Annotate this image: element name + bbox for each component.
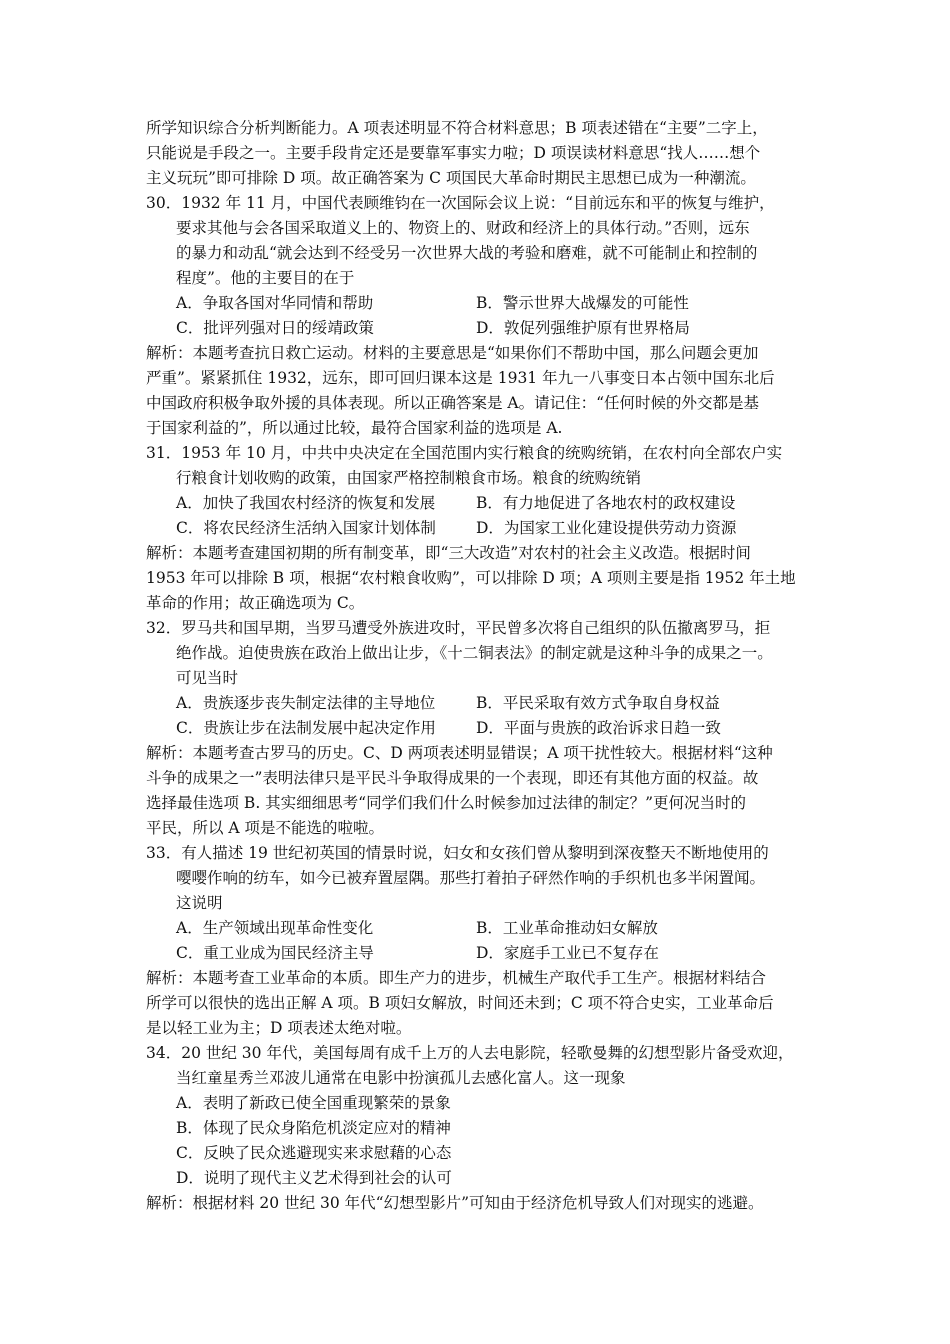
question-33-analysis: 解析：本题考查工业革命的本质。即生产力的进步，机械生产取代手工生产。根据材料结合 (146, 969, 767, 987)
question-32-option-c: C．贵族让步在法制发展中起决定作用 (176, 719, 436, 737)
question-31-option-b: B．有力地促进了各地农村的政权建设 (476, 494, 736, 512)
question-33-option-a: A．生产领域出现革命性变化 (176, 919, 374, 937)
question-32-analysis: 斗争的成果之一”表明法律只是平民斗争取得成果的一个表现，即还有其他方面的权益。故 (146, 769, 759, 787)
question-31-option-c: C．将农民经济生活纳入国家计划体制 (176, 519, 436, 537)
question-33-stem: 嘤嘤作响的纺车，如今已被弃置屋隅。那些打着拍子砰然作响的手织机也多半闲置闻。 (176, 869, 766, 887)
question-34-option-c: C．反映了民众逃避现实来求慰藉的心态 (176, 1144, 452, 1162)
question-30-stem: 程度”。他的主要目的在于 (176, 269, 355, 287)
question-32-stem: 绝作战。迫使贵族在政治上做出让步，《十二铜表法》的制定就是这种斗争的成果之一。 (176, 644, 773, 662)
question-33-option-d: D．家庭手工业已不复存在 (476, 944, 659, 962)
question-32-stem: 可见当时 (176, 669, 239, 687)
question-31-option-a: A．加快了我国农村经济的恢复和发展 (176, 494, 436, 512)
question-30-option-d: D．敦促列强维护原有世界格局 (476, 319, 690, 337)
question-34-option-d: D．说明了现代主义艺术得到社会的认可 (176, 1169, 452, 1187)
question-30-stem: 30．1932 年 11 月，中国代表顾维钧在一次国际会议上说：“目前远东和平的恢复与维护， (146, 194, 775, 212)
question-30-analysis: 解析：本题考查抗日救亡运动。材料的主要意思是“如果你们不帮助中国，那么问题会更加 (146, 344, 759, 362)
question-33-stem: 这说明 (176, 894, 223, 912)
question-33-stem: 33．有人描述 19 世纪初英国的情景时说，妇女和女孩们曾从黎明到深夜整天不断地使用的 (146, 844, 769, 862)
text-line: 主义玩玩”即可排除 D 项。故正确答案为 C 项国民大革命时期民主思想已成为一种潮流。 (146, 169, 756, 187)
question-33-analysis: 是以轻工业为主；D 项表述太绝对啦。 (146, 1019, 412, 1037)
question-30-analysis: 于国家利益的”，所以通过比较，最符合国家利益的选项是 A. (146, 419, 563, 437)
question-31-option-d: D．为国家工业化建设提供劳动力资源 (476, 519, 737, 537)
text-line: 只能说是手段之一。主要手段肯定还是要靠军事实力啦；D 项误读材料意思“找人……想个 (146, 144, 761, 162)
question-30-analysis: 中国政府积极争取外援的具体表现。所以正确答案是 A。请记住：“任何时候的外交都是基 (146, 394, 760, 412)
question-30-stem: 要求其他与会各国采取道义上的、物资上的、财政和经济上的具体行动。”否则，远东 (176, 219, 750, 237)
question-32-option-a: A．贵族逐步丧失制定法律的主导地位 (176, 694, 436, 712)
question-33-analysis: 所学可以很快的选出正解 A 项。B 项妇女解放，时间还未到；C 项不符合史实，工业革命后 (146, 994, 774, 1012)
question-31-analysis: 1953 年可以排除 B 项，根据“农村粮食收购”，可以排除 D 项；A 项则主要是指 1952 年土地 (146, 569, 796, 587)
question-31-analysis: 革命的作用；故正确选项为 C。 (146, 594, 365, 612)
question-31-stem: 行粮食计划收购的政策，由国家严格控制粮食市场。粮食的统购统销 (176, 469, 642, 487)
question-33-option-c: C．重工业成为国民经济主导 (176, 944, 374, 962)
question-34-option-a: A．表明了新政已使全国重现繁荣的景象 (176, 1094, 451, 1112)
question-34-stem: 34．20 世纪 30 年代，美国每周有成千上万的人去电影院，轻歌曼舞的幻想型影片备受欢迎， (146, 1044, 794, 1062)
question-32-option-b: B．平民采取有效方式争取自身权益 (476, 694, 720, 712)
question-33-option-b: B．工业革命推动妇女解放 (476, 919, 658, 937)
question-34-analysis: 解析：根据材料 20 世纪 30 年代“幻想型影片”可知由于经济危机导致人们对现实的逃避。 (146, 1194, 764, 1212)
text-line: 所学知识综合分析判断能力。A 项表述明显不符合材料意思；B 项表述错在“主要”二字上， (146, 119, 768, 137)
question-32-option-d: D．平面与贵族的政治诉求日趋一致 (476, 719, 721, 737)
question-31-stem: 31．1953 年 10 月，中共中央决定在全国范围内实行粮食的统购统销，在农村向全部农户实 (146, 444, 783, 462)
question-32-analysis: 平民，所以 A 项是不能选的啦啦。 (146, 819, 385, 837)
question-34-option-b: B．体现了民众身陷危机淡定应对的精神 (176, 1119, 451, 1137)
question-34-stem: 当红童星秀兰邓波儿通常在电影中扮演孤儿去感化富人。这一现象 (176, 1069, 626, 1087)
question-31-analysis: 解析：本题考查建国初期的所有制变革，即“三大改造”对农村的社会主义改造。根据时间 (146, 544, 751, 562)
question-32-analysis: 选择最佳选项 B. 其实细细思考“同学们我们什么时候参加过法律的制定？”更何况当时的 (146, 794, 747, 812)
question-30-analysis: 严重”。紧紧抓住 1932，远东，即可回归课本这是 1931 年九一八事变日本占领中国东北后 (146, 369, 775, 387)
question-32-analysis: 解析：本题考查古罗马的历史。C、D 两项表述明显错误；A 项干扰性较大。根据材料“这种 (146, 744, 773, 762)
question-30-option-c: C．批评列强对日的绥靖政策 (176, 319, 374, 337)
question-30-stem: 的暴力和动乱“就会达到不经受另一次世界大战的考验和磨难，就不可能制止和控制的 (176, 244, 758, 262)
question-30-option-a: A．争取各国对华同情和帮助 (176, 294, 374, 312)
question-32-stem: 32．罗马共和国早期，当罗马遭受外族进攻时，平民曾多次将自己组织的队伍撤离罗马，拒 (146, 619, 771, 637)
question-30-option-b: B．警示世界大战爆发的可能性 (476, 294, 689, 312)
